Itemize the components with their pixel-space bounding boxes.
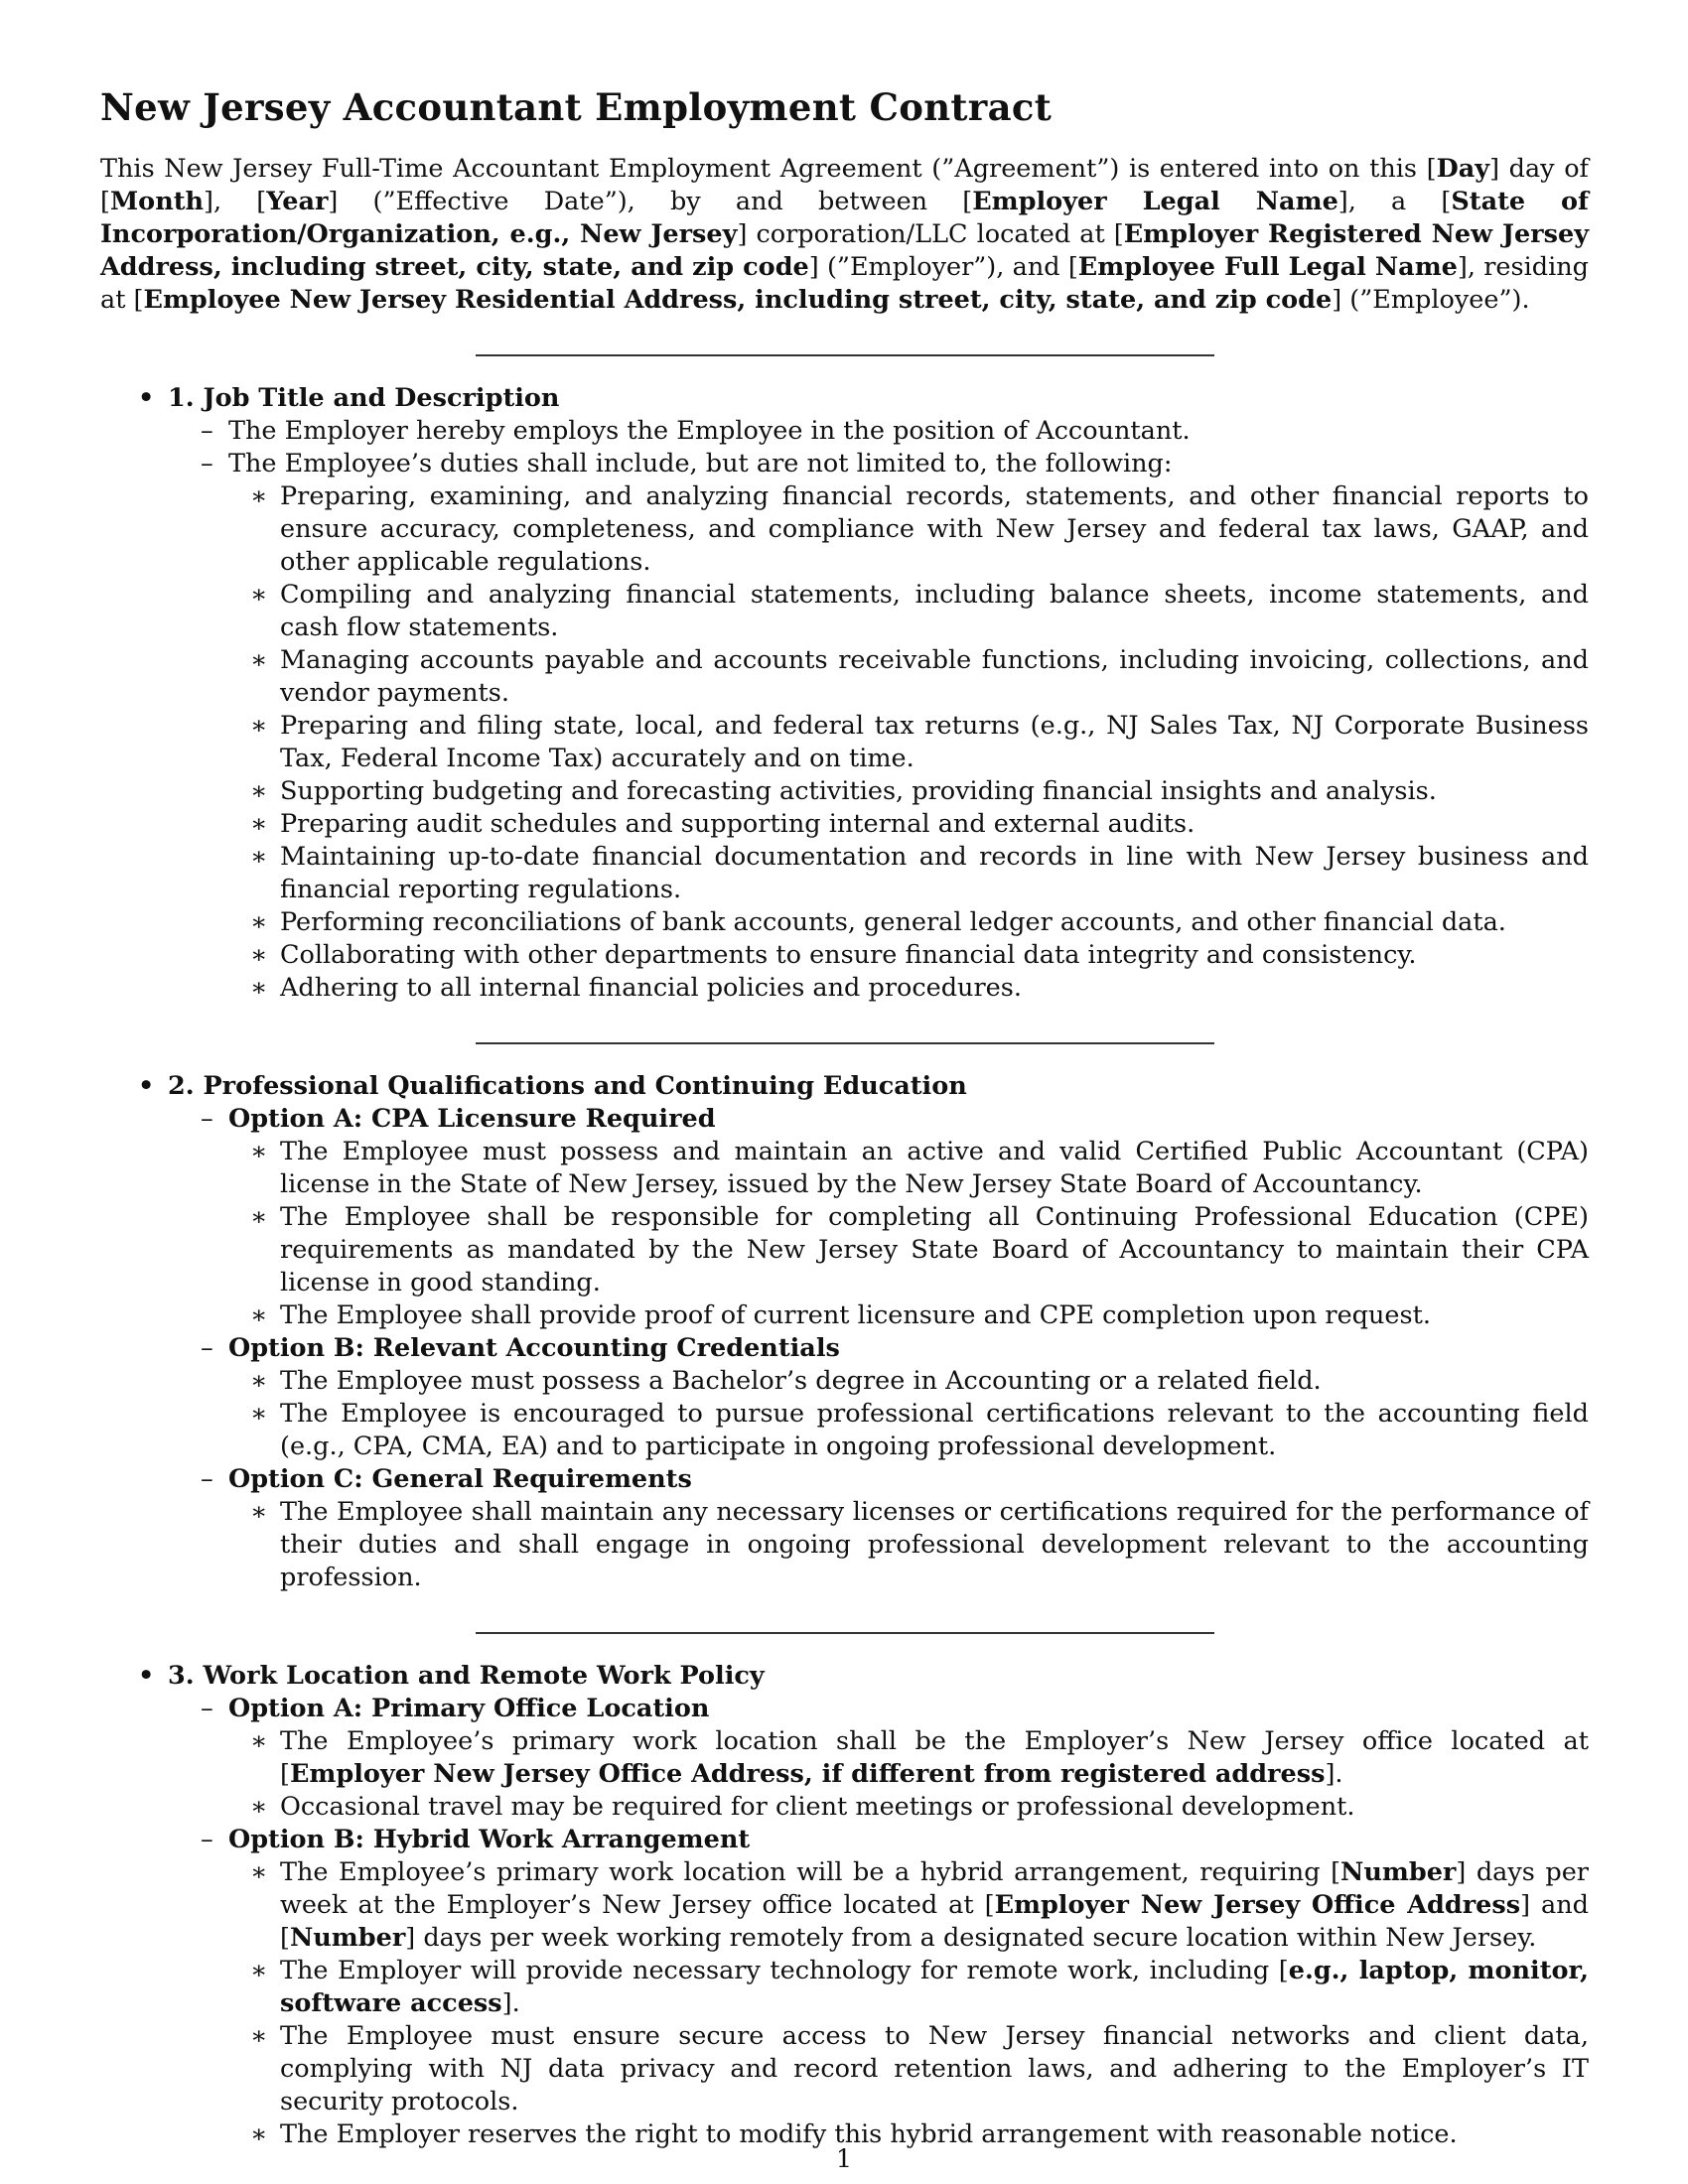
clause-item: [228, 1398, 1589, 1463]
page-number: 1: [835, 2144, 853, 2174]
asterisk-bullet-icon: ∗: [250, 1300, 268, 1330]
clause-item: [228, 710, 1589, 775]
text-run: ] days per week working remotely from a designated secure location within New Jersey.: [405, 1923, 1537, 1953]
clause-item: [228, 1856, 1589, 1955]
bullet-icon: •: [138, 1071, 155, 1101]
text-run: Collaborating with other departments to ensure financial data integrity and consistency.: [280, 940, 1417, 970]
asterisk-bullet-icon: ∗: [250, 1137, 268, 1166]
section-title: 3. Work Location and Remote Work Policy: [168, 1661, 765, 1691]
text-run: Adhering to all internal financial policies and procedures.: [280, 973, 1022, 1003]
section-title: 1. Job Title and Description: [168, 383, 560, 413]
clause-text: [280, 1300, 1431, 1330]
text-run: Preparing, examining, and analyzing financial records, statements, and other financial reports to ensure accuracy, completeness, and compliance with New Jersey and federal tax laws, GAAP, and other applicable regulations.: [280, 481, 1589, 577]
clause-text: [280, 481, 1589, 577]
clause-item: [228, 1955, 1589, 2020]
asterisk-bullet-icon: ∗: [250, 776, 268, 806]
document-page: [100, 85, 1589, 2151]
placeholder-field: Option B: Relevant Accounting Credentials: [228, 1333, 840, 1363]
placeholder-field: Month: [109, 187, 205, 216]
text-run: Preparing audit schedules and supporting internal and external audits.: [280, 809, 1196, 839]
horizontal-rule: [476, 1042, 1214, 1044]
text-run: Managing accounts payable and accounts receivable functions, including invoicing, collections, and vendor payments.: [280, 645, 1589, 708]
dash-icon: –: [201, 416, 213, 446]
asterisk-bullet-icon: ∗: [250, 645, 268, 675]
clause-item: [228, 808, 1589, 841]
document-title: New Jersey Accountant Employment Contract: [100, 85, 1053, 129]
option-item: [168, 1693, 1589, 1824]
text-run: The Employer will provide necessary technology for remote work, including [: [280, 1956, 1289, 1985]
subsection-item: [168, 448, 1589, 1005]
asterisk-bullet-icon: ∗: [250, 1399, 268, 1429]
text-run: Occasional travel may be required for client meetings or professional development.: [280, 1792, 1355, 1822]
text-run: ] and [: [280, 1890, 1589, 1953]
subsection-list: [168, 1103, 1589, 1594]
asterisk-bullet-icon: ∗: [250, 809, 268, 839]
section-item: [100, 1660, 1589, 2151]
asterisk-bullet-icon: ∗: [250, 1726, 268, 1756]
asterisk-bullet-icon: ∗: [250, 1366, 268, 1396]
clause-item: [228, 644, 1589, 710]
bullet-icon: •: [138, 383, 155, 413]
text-run: ] corporation/LLC located at [: [737, 219, 1124, 249]
intro-paragraph: [100, 153, 1589, 317]
text-run: ] (”Employee”).: [1332, 285, 1530, 315]
clause-text: [280, 645, 1589, 708]
dash-icon: –: [201, 1825, 213, 1854]
asterisk-bullet-icon: ∗: [250, 2119, 268, 2149]
placeholder-field: Option A: Primary Office Location: [228, 1694, 710, 1723]
text-run: Compiling and analyzing financial statements, including balance sheets, income statements, and cash flow statements.: [280, 580, 1589, 642]
clause-item: [228, 841, 1589, 906]
text-run: ], residing at [: [100, 252, 1589, 315]
text-run: The Employer hereby employs the Employee in the position of Accountant.: [228, 416, 1191, 446]
text-run: The Employee must possess and maintain an active and valid Certified Public Accountant (CPA) license in the State of New Jersey, issued by the New Jersey State Board of Accountancy.: [280, 1137, 1589, 1199]
text-run: Performing reconciliations of bank accounts, general ledger accounts, and other financial data.: [280, 907, 1506, 937]
clause-item: [228, 1299, 1589, 1332]
clause-item: [228, 775, 1589, 808]
horizontal-rule: [476, 1632, 1214, 1634]
text-run: Preparing and filing state, local, and federal tax returns (e.g., NJ Sales Tax, NJ Corporate Business Tax, Federal Income Tax) accurately and on time.: [280, 711, 1589, 773]
section-item: [100, 382, 1589, 1005]
text-run: The Employee’s duties shall include, but are not limited to, the following:: [228, 449, 1173, 478]
clause-text: [280, 1399, 1589, 1461]
text-run: The Employee’s primary work location shall be the Employer’s New Jersey office located at [: [280, 1726, 1589, 1789]
placeholder-field: Employer Registered New Jersey Address, including street, city, state, and zip code: [100, 219, 1590, 282]
placeholder-field: Year: [266, 187, 329, 216]
text-run: The Employee shall maintain any necessary licenses or certifications required for the performance of their duties and shall engage in ongoing professional development relevant to the accounting profession.: [280, 1497, 1589, 1592]
subsection-list: [168, 1693, 1589, 2151]
clause-text: [280, 940, 1417, 970]
clause-text: [280, 907, 1506, 937]
option-heading: [228, 1463, 1589, 1496]
asterisk-bullet-icon: ∗: [250, 711, 268, 741]
placeholder-field: Employee New Jersey Residential Address, including street, city, state, and zip code: [143, 285, 1333, 315]
clause-item: [228, 480, 1589, 579]
section-item: [100, 1070, 1589, 1594]
subsection-list: [168, 415, 1589, 1005]
clause-text: [280, 809, 1195, 839]
subsection-text: [228, 448, 1589, 480]
subsection-item: [168, 415, 1589, 448]
dash-icon: –: [201, 1104, 213, 1134]
clause-text: [280, 580, 1589, 642]
clause-list: [228, 1496, 1589, 1594]
placeholder-field: e.g., laptop, monitor, software access: [280, 1956, 1589, 2018]
placeholder-field: Number: [1340, 1857, 1457, 1887]
clause-item: [228, 1791, 1589, 1824]
subsection-text: [228, 415, 1589, 448]
text-run: The Employee is encouraged to pursue professional certifications relevant to the accounting field (e.g., CPA, CMA, EA) and to participate in ongoing professional development.: [280, 1399, 1589, 1461]
asterisk-bullet-icon: ∗: [250, 481, 268, 511]
clause-item: [228, 906, 1589, 939]
placeholder-field: Employer New Jersey Office Address, if different from registered address: [289, 1759, 1326, 1789]
clause-text: [280, 776, 1437, 806]
dash-icon: –: [201, 1694, 213, 1723]
clause-item: [228, 1365, 1589, 1398]
clause-text: [280, 2021, 1589, 2116]
placeholder-field: Employer Legal Name: [972, 187, 1338, 216]
clause-list: [228, 1365, 1589, 1463]
placeholder-field: Option B: Hybrid Work Arrangement: [228, 1825, 751, 1854]
asterisk-bullet-icon: ∗: [250, 1792, 268, 1822]
clause-item: [228, 1136, 1589, 1201]
placeholder-field: Employee Full Legal Name: [1077, 252, 1458, 282]
asterisk-bullet-icon: ∗: [250, 940, 268, 970]
horizontal-rule: [476, 354, 1214, 356]
dash-icon: –: [201, 1333, 213, 1363]
asterisk-bullet-icon: ∗: [250, 1956, 268, 1985]
text-run: ].: [1325, 1759, 1343, 1789]
option-heading: [228, 1693, 1589, 1725]
text-run: Supporting budgeting and forecasting activities, providing financial insights and analysis.: [280, 776, 1437, 806]
asterisk-bullet-icon: ∗: [250, 1497, 268, 1527]
text-run: The Employee shall provide proof of current licensure and CPE completion upon request.: [280, 1300, 1431, 1330]
option-item: [168, 1463, 1589, 1594]
text-run: Maintaining up-to-date financial documentation and records in line with New Jersey business and financial reporting regulations.: [280, 842, 1589, 904]
section-title: 2. Professional Qualifications and Continuing Education: [168, 1071, 967, 1101]
clause-text: [280, 1726, 1589, 1789]
clause-item: [228, 1725, 1589, 1791]
clause-text: [280, 973, 1022, 1003]
clause-text: [280, 1857, 1589, 1953]
asterisk-bullet-icon: ∗: [250, 580, 268, 610]
placeholder-field: Employer New Jersey Office Address: [994, 1890, 1521, 1920]
clause-text: [280, 1137, 1589, 1199]
text-run: ] days per week at the Employer’s New Jersey office located at [: [280, 1857, 1589, 1920]
text-run: ], a [: [1337, 187, 1452, 216]
asterisk-bullet-icon: ∗: [250, 1202, 268, 1232]
text-run: ] day of [: [100, 154, 1589, 216]
clause-item: [228, 1201, 1589, 1299]
clause-item: [228, 1496, 1589, 1594]
bullet-icon: •: [138, 1661, 155, 1691]
dash-icon: –: [201, 449, 213, 478]
clause-text: [280, 711, 1589, 773]
placeholder-field: Option C: General Requirements: [228, 1464, 692, 1494]
text-run: The Employee’s primary work location will be a hybrid arrangement, requiring [: [280, 1857, 1341, 1887]
clause-text: [280, 1366, 1322, 1396]
text-run: ], [: [204, 187, 267, 216]
text-run: The Employee must ensure secure access to New Jersey financial networks and client data, complying with NJ data privacy and record retention laws, and adhering to the Employer’s IT security protocols.: [280, 2021, 1589, 2116]
clause-text: [280, 842, 1589, 904]
asterisk-bullet-icon: ∗: [250, 2021, 268, 2051]
text-run: ] (”Employer”), and [: [808, 252, 1078, 282]
clause-item: [228, 579, 1589, 644]
asterisk-bullet-icon: ∗: [250, 842, 268, 872]
asterisk-bullet-icon: ∗: [250, 1857, 268, 1887]
option-item: [168, 1103, 1589, 1332]
option-heading: [228, 1332, 1589, 1365]
placeholder-field: Number: [289, 1923, 406, 1953]
text-run: ] (”Effective Date”), by and between [: [328, 187, 973, 216]
option-item: [168, 1824, 1589, 2151]
option-item: [168, 1332, 1589, 1463]
clause-list: [228, 1136, 1589, 1332]
placeholder-field: State of Incorporation/Organization, e.g., New Jersey: [100, 187, 1590, 249]
placeholder-field: Day: [1436, 154, 1490, 184]
clause-text: [280, 1497, 1589, 1592]
clause-text: [280, 1792, 1355, 1822]
asterisk-bullet-icon: ∗: [250, 907, 268, 937]
placeholder-field: Option A: CPA Licensure Required: [228, 1104, 716, 1134]
sections-list: [100, 354, 1589, 2151]
text-run: The Employer reserves the right to modify this hybrid arrangement with reasonable notice.: [280, 2119, 1458, 2149]
clause-text: [280, 1202, 1589, 1297]
text-run: This New Jersey Full-Time Accountant Employment Agreement (”Agreement”) is entered into on this [: [100, 154, 1437, 184]
clause-item: [228, 2020, 1589, 2118]
clause-list: [228, 1856, 1589, 2151]
option-heading: [228, 1103, 1589, 1136]
text-run: ].: [501, 1988, 520, 2018]
clause-list: [228, 480, 1589, 1005]
clause-list: [228, 1725, 1589, 1824]
text-run: The Employee must possess a Bachelor’s degree in Accounting or a related field.: [280, 1366, 1322, 1396]
dash-icon: –: [201, 1464, 213, 1494]
clause-item: [228, 972, 1589, 1005]
text-run: The Employee shall be responsible for completing all Continuing Professional Education (CPE) requirements as mandated by the New Jersey State Board of Accountancy to maintain their CPA license in good standing.: [280, 1202, 1589, 1297]
clause-text: [280, 1956, 1589, 2018]
option-heading: [228, 1824, 1589, 1856]
clause-item: [228, 939, 1589, 972]
asterisk-bullet-icon: ∗: [250, 973, 268, 1003]
